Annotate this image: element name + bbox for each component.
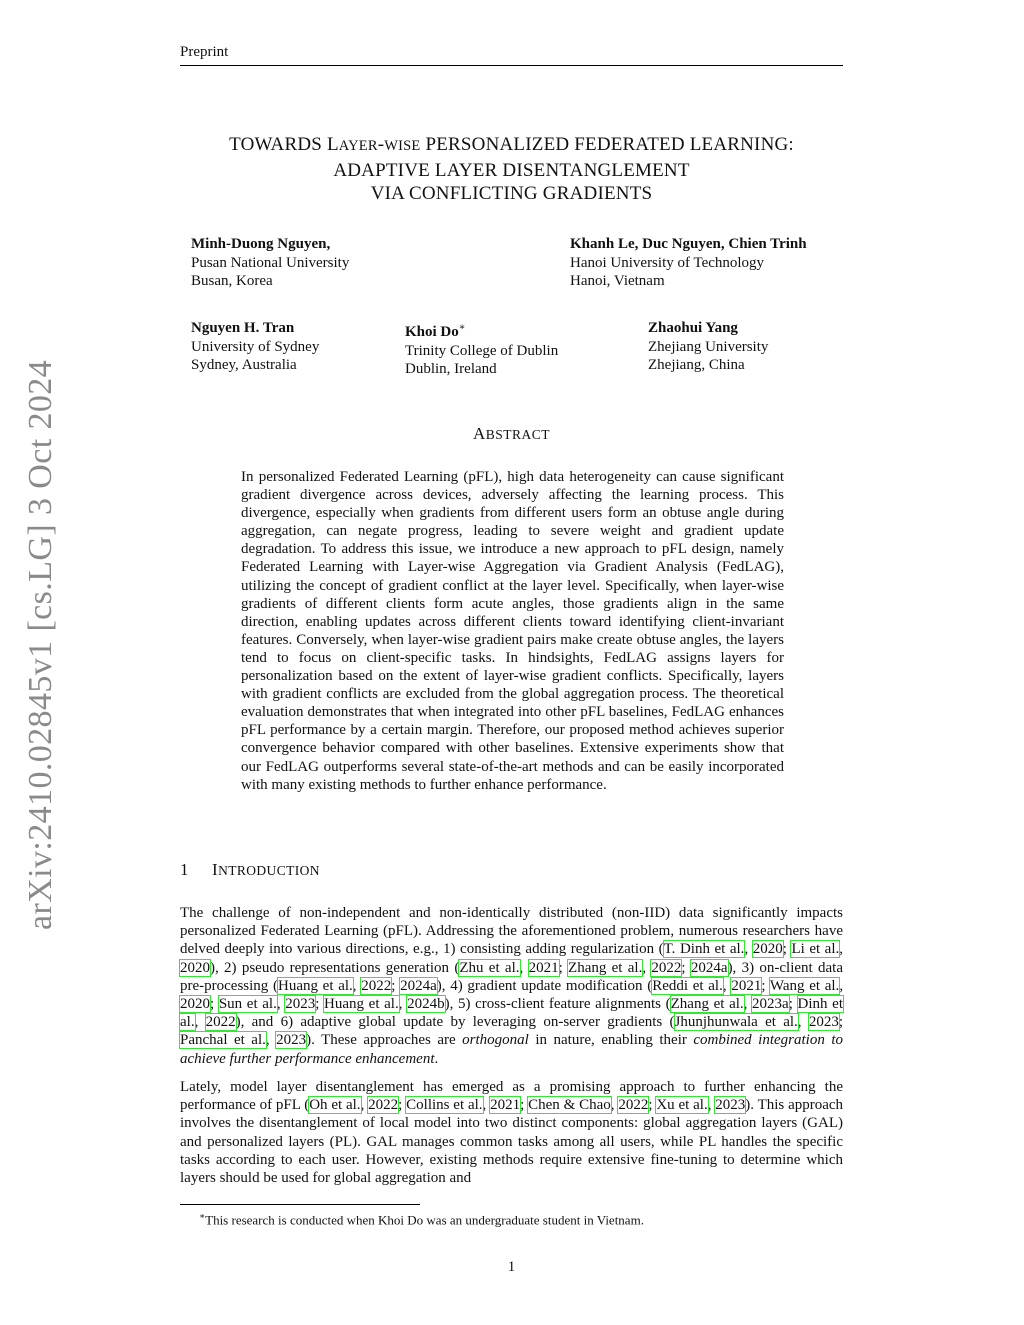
citation-link[interactable]: Oh et al.: [309, 1097, 361, 1114]
citation-link[interactable]: 2024a: [400, 977, 437, 994]
emphasis-text: orthogonal: [462, 1032, 529, 1049]
citation-link[interactable]: Zhang et al.: [568, 959, 643, 976]
citation-link[interactable]: Huang et al.: [278, 977, 353, 994]
paper-title: [180, 133, 843, 206]
citation-link[interactable]: 2022: [651, 959, 682, 976]
citation-link[interactable]: 2024a: [690, 959, 728, 976]
citation-link[interactable]: 2023: [276, 1032, 307, 1049]
citation-link[interactable]: Jhunjhunwala et al.: [674, 1014, 798, 1031]
citation-link[interactable]: Wang et al.: [769, 977, 840, 994]
citation-link[interactable]: Li et al.: [791, 941, 840, 958]
author-location: Busan, Korea: [191, 273, 273, 289]
citation-link[interactable]: 2021: [490, 1097, 521, 1114]
citation-link[interactable]: Reddi et al.: [652, 977, 723, 994]
citation-link[interactable]: Zhu et al.: [459, 959, 520, 976]
citation-link[interactable]: Zhang et al.: [670, 996, 744, 1013]
author-affiliation: Hanoi University of Technology: [570, 254, 765, 271]
footnote-mark: ∗: [199, 1211, 206, 1221]
running-header: Preprint: [180, 44, 229, 60]
citation-link[interactable]: 2020: [752, 941, 783, 958]
author-name: Nguyen H. Tran: [191, 320, 295, 336]
citation-link[interactable]: 2021: [528, 959, 559, 976]
section-heading-introduction: 1 INTRODUCTION: [180, 860, 320, 879]
citation-link[interactable]: T. Dinh et al.: [663, 941, 745, 958]
footnote-rule: [180, 1204, 420, 1205]
abstract-heading: ABSTRACT: [472, 424, 551, 443]
author-location: Sydney, Australia: [191, 357, 297, 373]
author-block: [191, 235, 349, 291]
intro-paragraph-2: Lately, model layer disentanglement has emerged as a promising approach to further enhancing the performance of pFL (Oh et al., 2022; Collins et al., 2021; Chen & Chao, 2022; Xu et al., 2023). This approach involves the disentanglement of local model into two distinct components: global aggregation layers (GAL) and personalized layers (PL). GAL manages common tasks among all users, while PL handles the specific tasks according to each user. However, existing methods require extensive fine-tuning to determine which layers should be used for global aggregation and: [180, 1079, 844, 1187]
intro-paragraph-1: The challenge of non-independent and non-identically distributed (non-IID) data significantly impacts personalized Federated Learning (pFL). Addressing the aforementioned problem, numerous researchers have delved deeply into various directions, e.g., 1) consisting adding regularization (T. Dinh et al., 2020; Li et al., 2020), 2) pseudo representations generation (Zhu et al., 2021; Zhang et al., 2022; 2024a), 3) on-client data pre-processing (Huang et al., 2022; 2024a), 4) gradient update modification (Reddi et al., 2021; Wang et al., 2020; Sun et al., 2023; Huang et al., 2024b), 5) cross-client feature alignments (Zhang et al., 2023a; Dinh et al., 2022), and 6) adaptive global update by leveraging on-server gradients (Jhunjhunwala et al., 2023; Panchal et al., 2023). These approaches are orthogonal in nature, enabling their combined integration to achieve further performance enhancement.: [180, 905, 844, 1067]
citation-link[interactable]: 2023: [285, 996, 316, 1013]
author-name: Khanh Le, Duc Nguyen, Chien Trinh: [570, 236, 807, 252]
author-affiliation: Trinity College of Dublin: [405, 342, 559, 359]
author-name: Khoi Do∗: [405, 322, 466, 340]
citation-link[interactable]: Huang et al.: [324, 996, 399, 1013]
footnote: ∗This research is conducted when Khoi Do was an undergraduate student in Vietnam.: [199, 1211, 644, 1228]
abstract-text: In personalized Federated Learning (pFL), high data heterogeneity can cause significant gradient divergence across devices, adversely affecting the learning process. This divergence, especially when gradients from different users form an obtuse angle during aggregation, can negate progress, leading to severe weight and gradient update degradation. To address this issue, we introduce a new approach to pFL design, namely Federated Learning with Layer-wise Aggregation via Gradient Analysis (FedLAG), utilizing the concept of gradient conflict at the layer level. Specifically, when layer-wise gradients of different clients form acute angles, those gradients align in the same direction, enabling updates across different clients toward identifying client-invariant features. Conversely, when layer-wise gradient pairs make create obtuse angles, the layers tend to focus on client-specific tasks. In hindsights, FedLAG assigns layers for personalization based on the extent of layer-wise gradient conflicts. Specifically, layers with gradient conflicts are excluded from the global aggregation process. The theoretical evaluation demonstrates that when integrated into other pFL baselines, FedLAG enhances pFL performance by a certain margin. Therefore, our proposed method achieves superior convergence behavior compared with other baselines. Extensive experiments show that our FedLAG outperforms several state-of-the-art methods and can be easily incorporated with many existing methods to further enhance performance.: [241, 469, 784, 793]
citation-link[interactable]: 2023: [808, 1014, 839, 1031]
author-affiliation: Zhejiang University: [648, 338, 769, 355]
author-block: [191, 319, 319, 375]
title-line-2: ADAPTIVE LAYER DISENTANGLEMENT: [333, 159, 690, 181]
citation-link[interactable]: Collins et al.: [406, 1097, 483, 1114]
author-name: Minh-Duong Nguyen,: [191, 236, 331, 252]
author-location: Zhejiang, China: [648, 357, 745, 373]
citation-link[interactable]: 2023a: [752, 996, 789, 1013]
author-name: Zhaohui Yang: [648, 320, 738, 336]
citation-link[interactable]: Sun et al.: [218, 996, 277, 1013]
citation-link[interactable]: 2023: [715, 1097, 746, 1114]
author-affiliation: University of Sydney: [191, 338, 320, 355]
citation-link[interactable]: 2022: [618, 1097, 649, 1114]
citation-link[interactable]: 2020: [180, 959, 210, 976]
author-location: Dublin, Ireland: [405, 361, 497, 377]
title-line-1: TOWARDS LAYER-WISE PERSONALIZED FEDERATED LEARNING:: [229, 134, 794, 155]
citation-link[interactable]: Chen & Chao: [528, 1097, 611, 1114]
page-number: 1: [507, 1259, 516, 1275]
citation-link[interactable]: Xu et al.: [656, 1097, 708, 1114]
author-affiliation: Pusan National University: [191, 254, 350, 271]
citation-link[interactable]: Panchal et al.: [180, 1032, 266, 1049]
author-block: [570, 235, 807, 291]
author-block: [648, 319, 768, 375]
citation-link[interactable]: 2020: [180, 996, 210, 1013]
author-location: Hanoi, Vietnam: [570, 273, 665, 289]
citation-link[interactable]: 2022: [361, 977, 392, 994]
title-line-3: VIA CONFLICTING GRADIENTS: [370, 183, 653, 204]
arxiv-identifier[interactable]: arXiv:2410.02845v1 [cs.LG] 3 Oct 2024: [22, 359, 59, 930]
citation-link[interactable]: Dinh et al.: [180, 996, 843, 1031]
emphasis-text: combined integration to achieve further performance enhancement: [180, 1032, 843, 1067]
citation-link[interactable]: 2022: [205, 1014, 236, 1031]
citation-link[interactable]: 2024b: [407, 996, 445, 1013]
header-rule: [180, 65, 843, 66]
author-block: [405, 319, 558, 379]
citation-link[interactable]: 2022: [368, 1097, 399, 1114]
citation-link[interactable]: 2021: [731, 977, 762, 994]
footnote-mark[interactable]: ∗: [458, 322, 466, 333]
